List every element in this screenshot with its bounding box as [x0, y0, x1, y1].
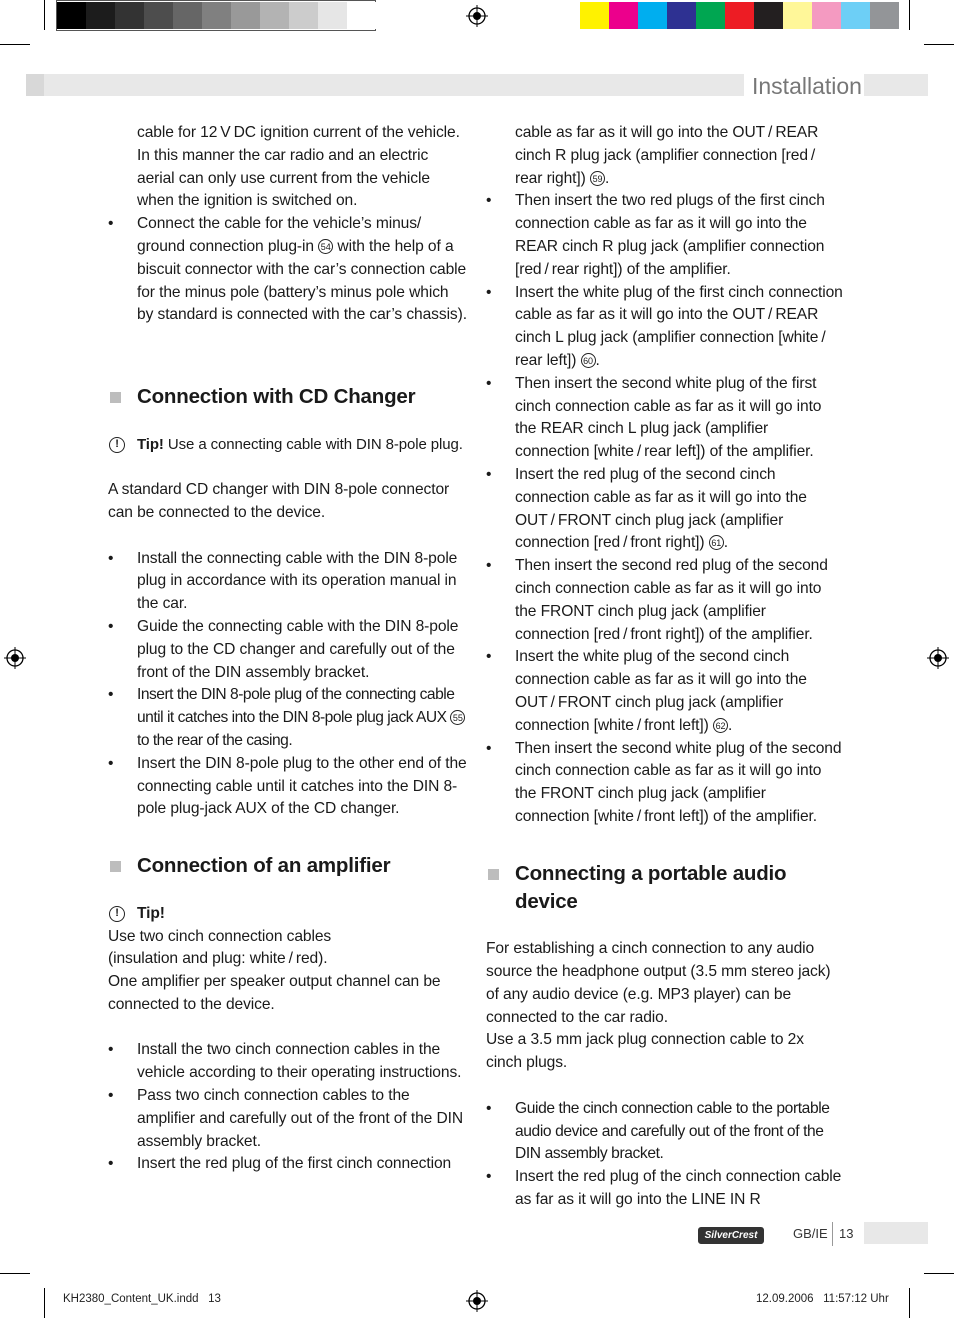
- list-item: • Guide the connecting cable with the DIN 8-pole plug to the CD changer and carefully out of the front of the DIN assembly bracket.: [108, 616, 468, 684]
- right-column: [486, 122, 844, 1212]
- paragraph: Use a 3.5 mm jack plug connection cable to 2x cinch plugs.: [486, 1031, 804, 1072]
- crop-mark: [44, 0, 45, 30]
- square-bullet-icon: [110, 861, 121, 872]
- color-swatch: [667, 2, 696, 29]
- list-item: • Insert the white plug of the first cinch connection cable as far as it will go into the OUT / REAR cinch L plug jack (amplifier connection [white / rear left]) 60 .: [486, 282, 844, 373]
- gray-swatch: [289, 2, 318, 29]
- bullet-list: [108, 1039, 468, 1176]
- crop-mark: [924, 1273, 954, 1274]
- paragraph: A standard CD changer with DIN 8-pole connector can be connected to the device.: [108, 481, 450, 521]
- registration-mark-icon: [4, 647, 26, 669]
- gray-swatch: [231, 2, 260, 29]
- color-swatch: [638, 2, 667, 29]
- color-swatch: [696, 2, 725, 29]
- list-item: • Connect the cable for the vehicle’s minus/ ground connection plug-in 54 with the help of a biscuit connector with the car’s connection cable for the minus pole (battery’s minus pole which by standard is connected with the car’s chassis).: [108, 213, 468, 327]
- list-item: • Insert the red plug of the second cinch connection cable as far as it will go into the OUT / FRONT cinch plug jack (amplifier connection [red / front right]) 61 .: [486, 464, 844, 555]
- header-bar-accent: [26, 74, 44, 96]
- color-swatch: [725, 2, 754, 29]
- gray-swatch: [318, 2, 347, 29]
- color-swatch: [580, 2, 609, 29]
- paragraph: One amplifier per speaker output channel can be connected to the device.: [108, 973, 441, 1013]
- color-swatch: [783, 2, 812, 29]
- color-swatch: [812, 2, 841, 29]
- brand-logo: SilverCrest: [698, 1227, 764, 1244]
- footer-accent: [864, 1222, 928, 1244]
- tip-note: ! Tip! Use a connecting cable with DIN 8-pole plug.: [108, 434, 468, 457]
- list-item: • Insert the white plug of the second cinch connection cable as far as it will go into the OUT / FRONT cinch plug jack (amplifier connection [white / front left]) 62 .: [486, 646, 844, 737]
- list-item: • Install the two cinch connection cables in the vehicle according to their operating instructions.: [108, 1039, 468, 1085]
- list-item: • Insert the DIN 8-pole plug to the other end of the connecting cable until it catches into the DIN 8-pole plug-jack AUX of the CD changer.: [108, 753, 468, 821]
- paragraph: cable as far as it will go into the OUT / REAR cinch R plug jack (amplifier connection [red / rear right]) 59 .: [515, 124, 819, 187]
- section-heading: Connection of an amplifier: [108, 852, 468, 880]
- color-swatch: [609, 2, 638, 29]
- reference-number-icon: 55: [450, 710, 465, 725]
- crop-mark: [924, 44, 954, 45]
- color-swatch: [841, 2, 870, 29]
- gray-swatch: [347, 2, 376, 29]
- gray-swatch: [173, 2, 202, 29]
- gray-swatch: [260, 2, 289, 29]
- paragraph: cable for 12 V DC ignition current of the vehicle. In this manner the car radio and an electric aerial can only use current from the vehicle when the ignition is switched on.: [137, 124, 460, 210]
- gray-swatch: [144, 2, 173, 29]
- crop-mark: [909, 1288, 910, 1318]
- bullet-list: [108, 548, 468, 822]
- gray-swatch: [86, 2, 115, 29]
- footer-divider: [832, 1222, 833, 1246]
- registration-mark-icon: [466, 1290, 488, 1312]
- language-code: GB/IE: [793, 1226, 828, 1241]
- left-column: [108, 122, 468, 1176]
- section-heading: Connecting a portable audio device: [486, 860, 844, 916]
- crop-mark: [0, 1273, 30, 1274]
- bullet-list: [486, 190, 844, 828]
- crop-mark: [909, 0, 910, 30]
- registration-mark-icon: [466, 5, 488, 27]
- list-item: • Then insert the second red plug of the second cinch connection cable as far as it will go into the FRONT cinch plug jack (amplifier connection [red / front right]) of the amplifier.: [486, 555, 844, 646]
- slug-filename: KH2380_Content_UK.indd 13: [63, 1293, 221, 1305]
- square-bullet-icon: [110, 392, 121, 403]
- reference-number-icon: 61: [709, 535, 724, 550]
- list-item: • Then insert the two red plugs of the first cinch connection cable as far as it will go into the REAR cinch R plug jack (amplifier connection [red / rear right]) of the amplifier.: [486, 190, 844, 281]
- crop-mark: [44, 1288, 45, 1318]
- bullet-list: [486, 1098, 844, 1212]
- list-item: • Pass two cinch connection cables to the amplifier and carefully out of the front of the DIN assembly bracket.: [108, 1085, 468, 1153]
- list-item: • Insert the DIN 8-pole plug of the connecting cable until it catches into the DIN 8-pole plug jack AUX 55 to the rear of the casing.: [108, 684, 468, 752]
- list-item: • Then insert the second white plug of the second cinch connection cable as far as it will go into the FRONT cinch plug jack (amplifier connection [white / front left]) of the amplifier.: [486, 738, 844, 829]
- list-item: • Insert the red plug of the cinch connection cable as far as it will go into the LINE IN R: [486, 1166, 844, 1212]
- section-title: Installation: [744, 72, 864, 100]
- reference-number-icon: 60: [581, 353, 596, 368]
- section-heading: Connection with CD Changer: [108, 383, 468, 411]
- gray-swatch: [57, 2, 86, 29]
- paragraph: (insulation and plug: white / red).: [108, 950, 328, 968]
- paragraph: For establishing a cinch connection to any audio source the headphone output (3.5 mm stereo jack) of any audio device (e.g. MP3 player) can be connected to the car radio.: [486, 940, 831, 1026]
- exclamation-icon: !: [109, 437, 125, 453]
- registration-mark-icon: [927, 647, 949, 669]
- paragraph: Use two cinch connection cables: [108, 927, 332, 945]
- reference-number-icon: 62: [713, 718, 728, 733]
- page-number: 13: [839, 1226, 854, 1241]
- list-item: • Insert the red plug of the first cinch connection: [108, 1153, 468, 1176]
- exclamation-icon: !: [109, 906, 125, 922]
- reference-number-icon: 59: [590, 171, 605, 186]
- tip-note: ! Tip!: [108, 903, 468, 926]
- reference-number-icon: 54: [318, 239, 333, 254]
- bullet-list: [108, 213, 468, 327]
- square-bullet-icon: [488, 869, 499, 880]
- color-swatch: [870, 2, 899, 29]
- list-item: • Then insert the second white plug of the first cinch connection cable as far as it will go into the REAR cinch L plug jack (amplifier connection [white / rear left]) of the amplifier.: [486, 373, 844, 464]
- crop-mark: [0, 44, 30, 45]
- slug-timestamp: 12.09.2006 11:57:12 Uhr: [756, 1293, 889, 1305]
- gray-swatch: [202, 2, 231, 29]
- color-swatch: [754, 2, 783, 29]
- list-item: • Install the connecting cable with the DIN 8-pole plug in accordance with its operation manual in the car.: [108, 548, 468, 616]
- list-item: • Guide the cinch connection cable to the portable audio device and carefully out of the front of the DIN assembly bracket.: [486, 1098, 844, 1166]
- gray-swatch: [115, 2, 144, 29]
